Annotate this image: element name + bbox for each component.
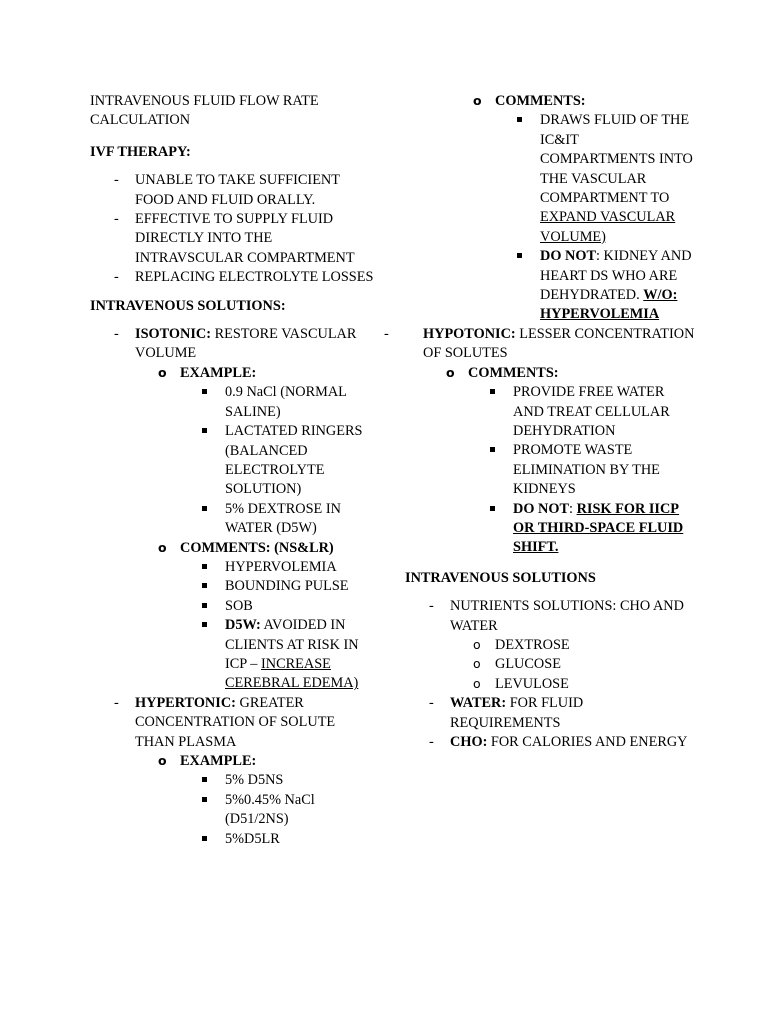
ivf-therapy-heading: IVF THERAPY:: [90, 143, 191, 160]
comments-label: COMMENTS:: [468, 364, 559, 381]
hypotonic-comments-item: [423, 364, 695, 558]
water-text: FOR FLUID REQUIREMENTS: [450, 695, 584, 731]
document-title: INTRAVENOUS FLUID FLOW RATE CALCULATION: [90, 93, 319, 129]
cho-item: [405, 733, 695, 752]
list-item: - EFFECTIVE TO SUPPLY FLUID DIRECTLY INTO THE INTRAVSCULAR COMPARTMENT: [90, 210, 375, 268]
do-not-text: : KIDNEY AND HEART DS WHO ARE DEHYDRATED.: [540, 248, 692, 304]
isotonic-comments-list: [180, 558, 375, 694]
hypotonic-sublist: [423, 364, 695, 558]
hypotonic-comments-list: [468, 383, 695, 558]
hypertonic-sublist: [135, 752, 375, 849]
comments-label: COMMENTS:: [495, 93, 586, 109]
water-label: WATER:: [450, 695, 507, 712]
isotonic-label: ISOTONIC:: [135, 326, 212, 343]
hypertonic-label: HYPERTONIC:: [135, 694, 236, 711]
hypertonic-example-item: [135, 752, 375, 849]
nutrients-text: NUTRIENTS SOLUTIONS: CHO AND WATER: [450, 598, 684, 634]
list-item: o LEVULOSE: [450, 675, 695, 694]
nutrients-sublist: [450, 636, 695, 694]
hypotonic-item: [360, 325, 695, 558]
isotonic-example-item: [135, 364, 375, 539]
intravenous-solutions-heading: INTRAVENOUS SOLUTIONS:: [90, 297, 286, 314]
hypertonic-comments-list: [495, 111, 695, 324]
list-item: PROMOTE WASTE ELIMINATION BY THE KIDNEYS: [468, 441, 695, 499]
solution-types-list: [90, 325, 375, 849]
example-label: EXAMPLE:: [180, 753, 257, 769]
list-item: o DEXTROSE: [450, 636, 695, 655]
hypertonic-text: GREATER CONCENTRATION OF SOLUTE THAN PLASMA: [135, 694, 336, 750]
list-item: SOB: [180, 597, 375, 616]
list-item: [180, 616, 375, 694]
list-item: - REPLACING ELECTROLYTE LOSSES: [90, 268, 375, 287]
d5w-text: AVOIDED IN CLIENTS AT RISK IN ICP –: [225, 617, 359, 672]
hypotonic-label: HYPOTONIC:: [423, 325, 516, 342]
isotonic-sublist: [135, 364, 375, 694]
list-item: 0.9 NaCl (NORMAL SALINE): [180, 383, 375, 422]
isotonic-comments-item: [135, 539, 375, 694]
do-not-underline: W/O: HYPERVOLEMIA: [540, 287, 678, 323]
ivf-therapy-list: [90, 171, 375, 287]
do-not-sep: :: [569, 500, 577, 517]
cho-text: FOR CALORIES AND ENERGY: [487, 734, 688, 750]
hypertonic-examples-list: [180, 771, 375, 849]
water-item: [405, 694, 695, 733]
nutrients-item: [405, 597, 695, 694]
intravenous-solutions-heading-2: INTRAVENOUS SOLUTIONS: [405, 569, 596, 586]
nutrients-list: [405, 597, 695, 752]
list-item: BOUNDING PULSE: [180, 577, 375, 596]
hypertonic-comments-item: [450, 92, 695, 325]
list-item: 5% DEXTROSE IN WATER (D5W): [180, 500, 375, 539]
list-item: LACTATED RINGERS (BALANCED ELECTROLYTE SOLUTION): [180, 422, 375, 500]
isotonic-text: RESTORE VASCULAR VOLUME: [135, 326, 357, 362]
draws-text: DRAWS FLUID OF THE IC&IT COMPARTMENTS INTO THE VASCULAR COMPARTMENT TO: [540, 112, 693, 207]
list-item: 5% D5NS: [180, 771, 375, 790]
list-item: [468, 500, 695, 558]
list-item: HYPERVOLEMIA: [180, 558, 375, 577]
draws-underline: EXPAND VASCULAR VOLUME): [540, 209, 676, 245]
left-column: [90, 92, 375, 849]
d5w-underline: INCREASE CEREBRAL EDEMA): [225, 655, 359, 692]
comments-label: COMMENTS: (NS&LR): [180, 539, 334, 556]
list-item: 5%D5LR: [180, 830, 375, 849]
do-not-label: DO NOT: [513, 500, 570, 517]
example-label: EXAMPLE:: [180, 364, 257, 381]
hypertonic-comments-continued: [450, 92, 695, 325]
do-not-underline: RISK FOR IICP OR THIRD-SPACE FLUID SHIFT.: [513, 500, 684, 556]
cho-label: CHO:: [450, 734, 488, 750]
list-item: - UNABLE TO TAKE SUFFICIENT FOOD AND FLUID ORALLY.: [90, 171, 375, 210]
hypotonic-text: LESSER CONCENTRATION OF SOLUTES: [423, 325, 695, 362]
list-item: o GLUCOSE: [450, 655, 695, 674]
isotonic-item: [90, 325, 375, 694]
list-item: PROVIDE FREE WATER AND TREAT CELLULAR DEHYDRATION: [468, 383, 695, 441]
isotonic-examples-list: [180, 383, 375, 538]
do-not-label: DO NOT: [540, 248, 597, 265]
list-item: 5%0.45% NaCl (D51/2NS): [180, 791, 375, 830]
list-item: [495, 111, 695, 247]
hypertonic-item: [90, 694, 375, 849]
right-column: [405, 92, 695, 752]
list-item: [495, 247, 695, 325]
hypotonic-list: [360, 325, 695, 558]
d5w-label: D5W:: [225, 617, 261, 634]
